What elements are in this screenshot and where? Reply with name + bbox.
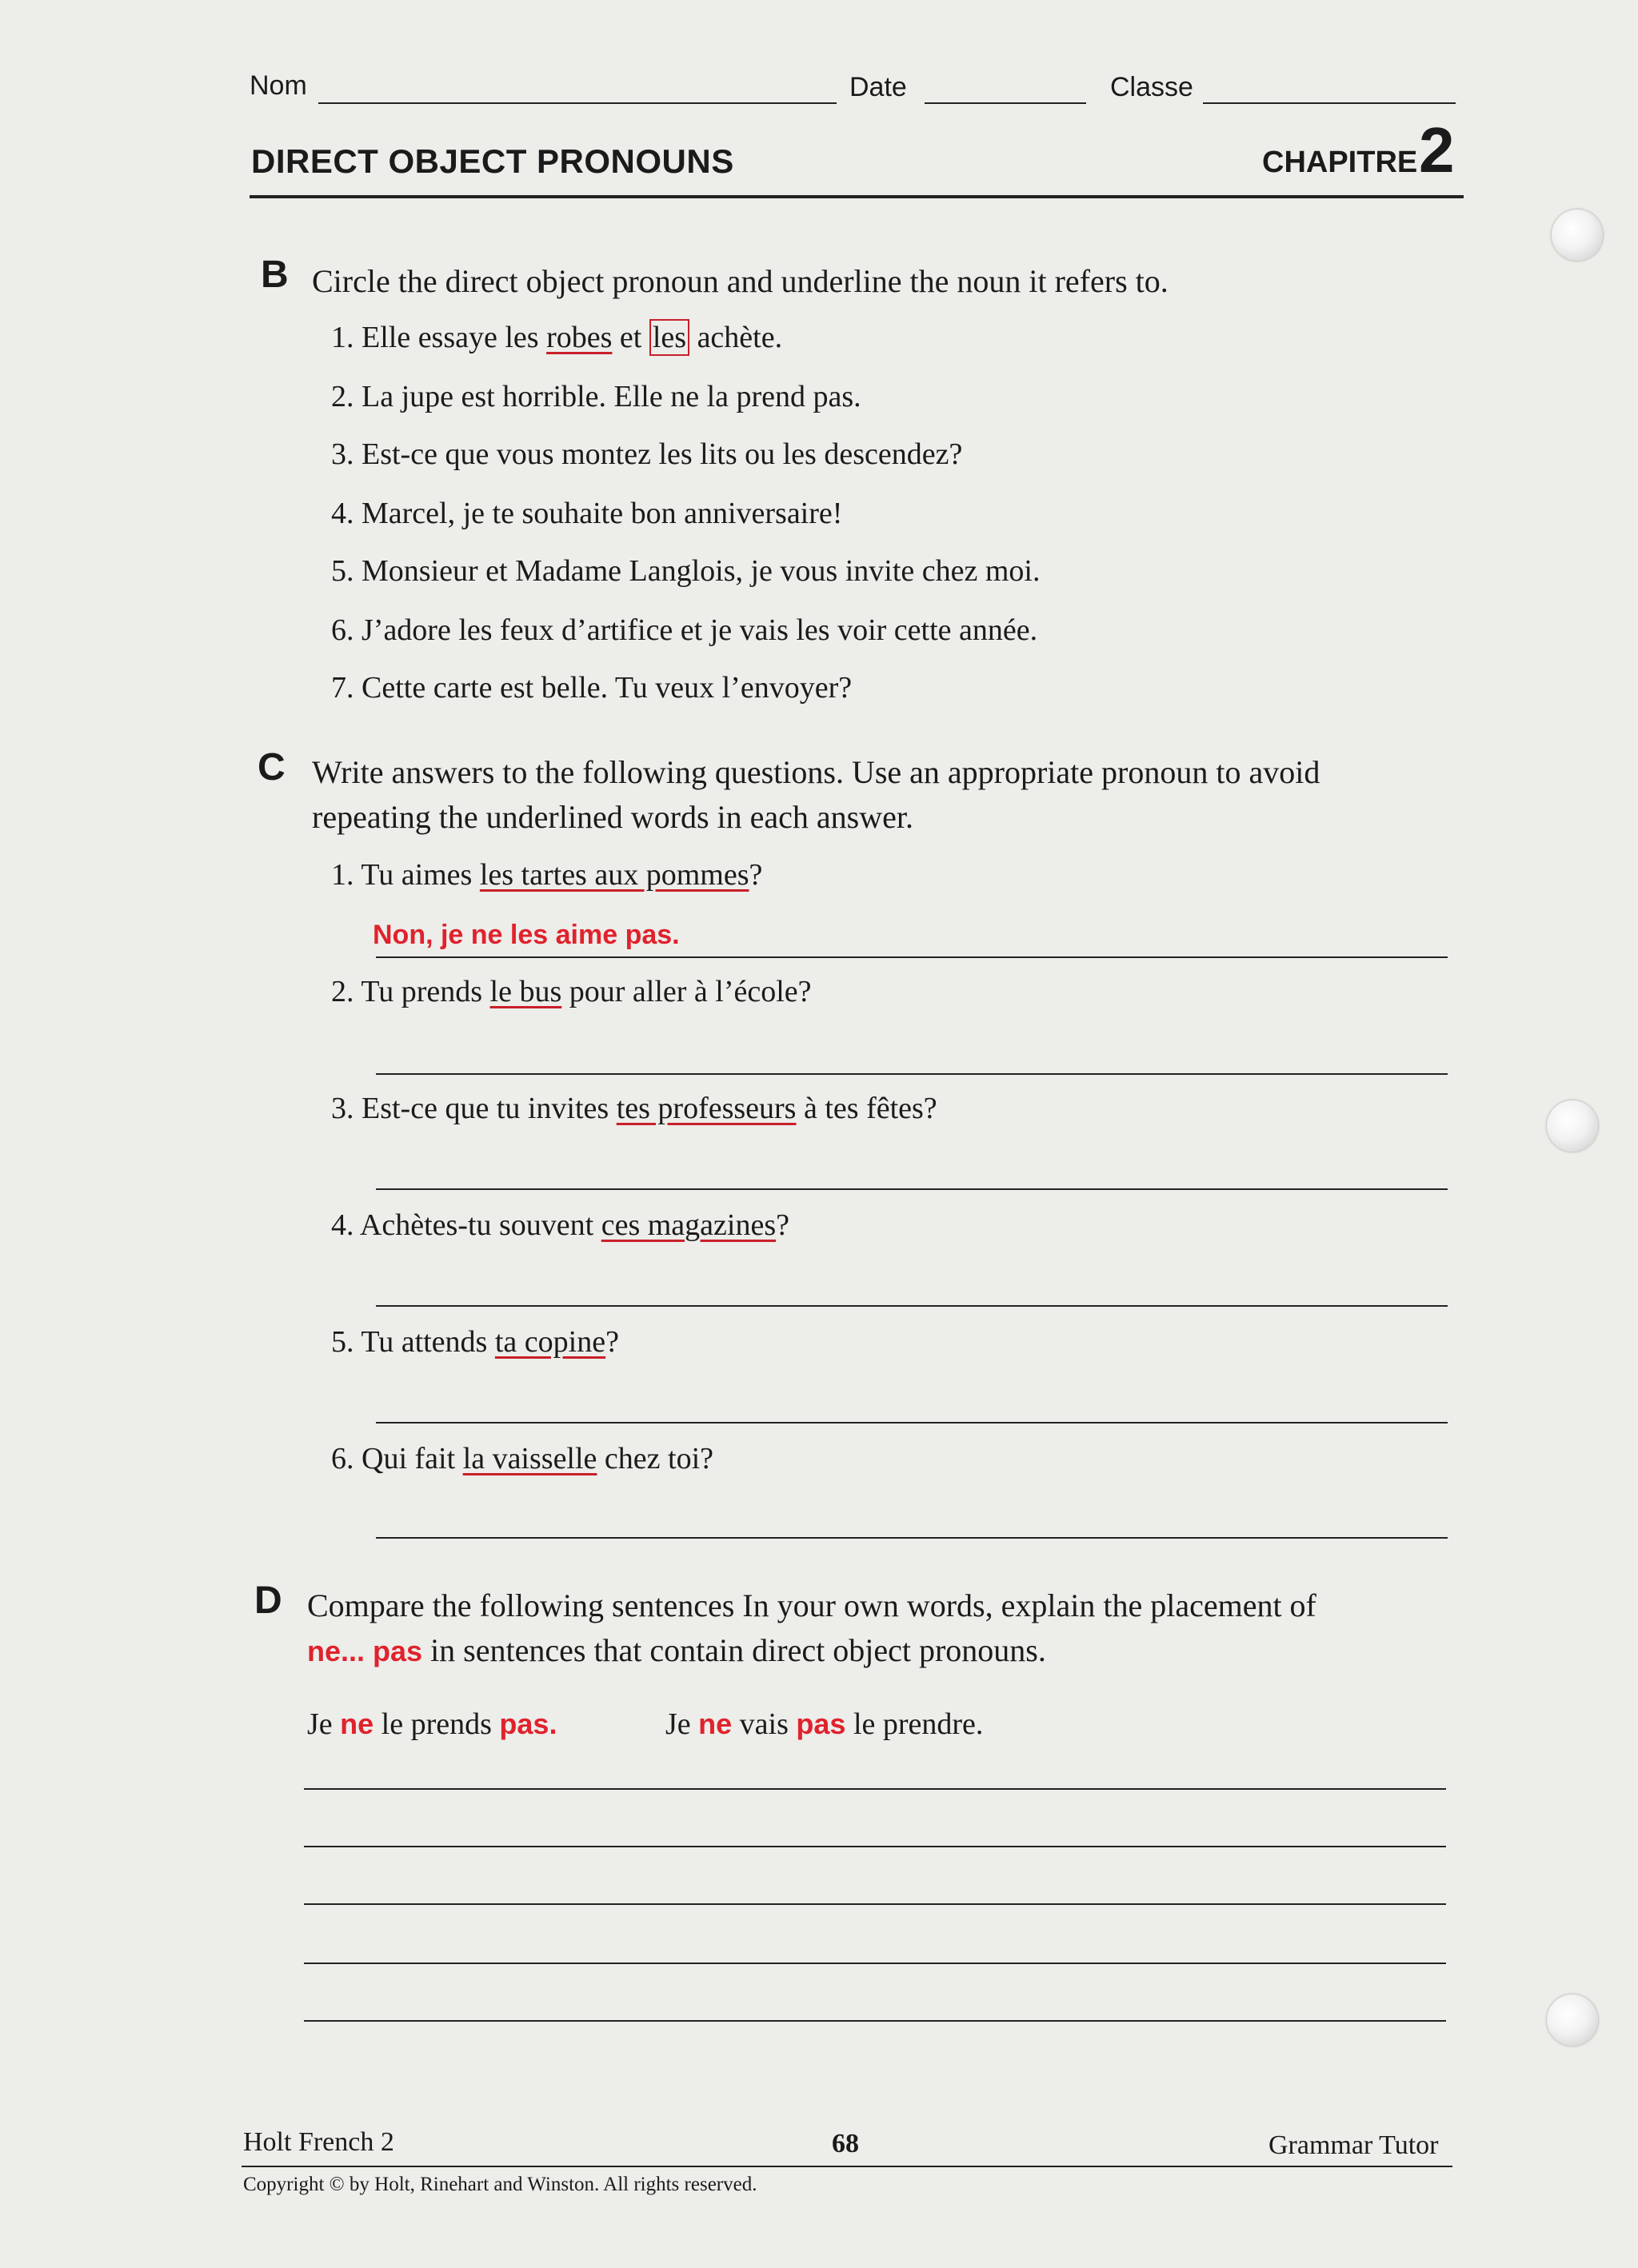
explanation-line-1[interactable]	[304, 1788, 1446, 1790]
section-d-letter: D	[254, 1579, 282, 1622]
date-field[interactable]	[925, 102, 1086, 104]
pas-word: pas	[796, 1707, 846, 1740]
section-c-instruction-2: repeating the underlined words in each answer.	[312, 799, 913, 835]
item-number: 4.	[331, 497, 354, 530]
b-item-6	[331, 613, 1037, 648]
item-number: 6.	[331, 1442, 354, 1475]
example-text: le prends	[374, 1707, 500, 1741]
binder-hole-bottom	[1547, 1994, 1598, 2046]
ne-word: ne	[698, 1707, 733, 1740]
underlined-words: ta copine	[494, 1325, 606, 1359]
nom-label: Nom	[250, 70, 307, 101]
item-number: 1.	[331, 321, 354, 354]
item-number: 3.	[331, 437, 354, 471]
c-item-text: Tu attends	[361, 1325, 495, 1359]
underlined-words: les tartes aux pommes	[479, 858, 749, 892]
b-item-text: Monsieur et Madame Langlois, je vous invite chez moi.	[362, 554, 1041, 588]
c-item-3	[331, 1091, 937, 1126]
c-item-1	[331, 857, 762, 892]
b-item-text: La jupe est horrible. Elle ne la prend pas.	[362, 380, 861, 413]
b-item-5	[331, 553, 1040, 589]
example-sentence-1	[307, 1707, 557, 1742]
copyright: Copyright © by Holt, Rinehart and Winston. All rights reserved.	[243, 2174, 757, 2195]
b-item-3	[331, 437, 962, 472]
b-item-2	[331, 379, 861, 414]
underlined-noun: robes	[546, 321, 613, 354]
example-text: Je	[665, 1707, 699, 1741]
b-item-7	[331, 670, 852, 705]
chapter-label: CHAPITRE	[1262, 146, 1418, 179]
answer-line-1[interactable]	[376, 956, 1448, 958]
b-item-1-text: et	[612, 321, 649, 354]
underlined-words: tes professeurs	[616, 1092, 797, 1125]
c-item-text: à tes fêtes?	[796, 1092, 937, 1125]
item-number: 5.	[331, 554, 354, 588]
c-item-text: Achètes-tu souvent	[359, 1208, 601, 1242]
c-item-text: chez toi?	[597, 1442, 714, 1475]
binder-hole-middle	[1547, 1100, 1598, 1152]
title-rule	[250, 195, 1464, 198]
nom-field[interactable]	[318, 102, 837, 104]
b-item-1-text: Elle essaye les	[362, 321, 547, 354]
c-item-text: ?	[749, 858, 763, 892]
page-title: DIRECT OBJECT PRONOUNS	[251, 142, 734, 180]
item-number: 7.	[331, 671, 354, 705]
answer-line-5[interactable]	[376, 1422, 1448, 1423]
answer-line-3[interactable]	[376, 1188, 1448, 1190]
c-item-text: ?	[605, 1325, 619, 1359]
classe-label: Classe	[1110, 72, 1193, 102]
section-c-instruction-1: Write answers to the following questions. Use an appropriate pronoun to avoid	[312, 754, 1320, 790]
section-b-letter: B	[261, 254, 289, 296]
circled-pronoun: les	[649, 319, 689, 356]
underlined-words: ces magazines	[601, 1208, 777, 1242]
ne-pas-highlight: ne... pas	[307, 1635, 423, 1667]
section-d-instruction-2	[307, 1631, 1046, 1669]
b-item-1	[331, 320, 782, 355]
item-number: 4.	[331, 1208, 354, 1242]
c-item-4	[331, 1208, 789, 1243]
b-item-text: Est-ce que vous montez les lits ou les descendez?	[362, 437, 963, 471]
c-item-6	[331, 1441, 713, 1476]
item-number: 3.	[331, 1092, 354, 1125]
date-label: Date	[849, 72, 907, 102]
example-text: vais	[732, 1707, 797, 1741]
b-item-1-text: achète.	[689, 321, 783, 354]
answer-line-4[interactable]	[376, 1305, 1448, 1307]
section-b-instruction: Circle the direct object pronoun and underline the noun it refers to.	[312, 263, 1169, 299]
underlined-words: le bus	[489, 975, 562, 1008]
section-c-letter: C	[258, 746, 286, 789]
c-item-text: ?	[776, 1208, 789, 1242]
page-number: 68	[832, 2129, 859, 2158]
b-item-4	[331, 496, 842, 531]
section-d-instruction-text: in sentences that contain direct object pronouns.	[422, 1632, 1046, 1668]
explanation-line-3[interactable]	[304, 1903, 1446, 1905]
chapter-number: 2	[1419, 114, 1455, 186]
b-item-text: Cette carte est belle. Tu veux l’envoyer?	[362, 671, 853, 705]
example-text: le prendre.	[845, 1707, 984, 1741]
explanation-line-2[interactable]	[304, 1846, 1446, 1847]
pas-word: pas.	[499, 1707, 557, 1740]
c-item-5	[331, 1324, 619, 1360]
answer-line-6[interactable]	[376, 1537, 1448, 1539]
section-d-instruction-1: Compare the following sentences In your own words, explain the placement of	[307, 1587, 1316, 1623]
underlined-words: la vaisselle	[462, 1442, 597, 1475]
item-number: 2.	[331, 975, 354, 1008]
c-item-text: Tu prends	[361, 975, 490, 1008]
item-number: 1.	[331, 858, 354, 892]
explanation-line-5[interactable]	[304, 2020, 1446, 2022]
binder-hole-top	[1552, 210, 1603, 261]
example-text: Je	[307, 1707, 341, 1741]
ne-word: ne	[340, 1707, 374, 1740]
item-number: 6.	[331, 613, 354, 647]
footer-book-title: Holt French 2	[243, 2127, 394, 2157]
classe-field[interactable]	[1203, 102, 1456, 104]
item-number: 2.	[331, 380, 354, 413]
c-item-text: Qui fait	[362, 1442, 463, 1475]
c-item-text: pour aller à l’école?	[561, 975, 812, 1008]
c-item-2	[331, 974, 812, 1009]
b-item-text: Marcel, je te souhaite bon anniversaire!	[362, 497, 843, 530]
c-item-1-answer[interactable]: Non, je ne les aime pas.	[373, 920, 680, 950]
answer-line-2[interactable]	[376, 1073, 1448, 1075]
item-number: 5.	[331, 1325, 354, 1359]
footer-rule	[242, 2166, 1452, 2167]
b-item-text: J’adore les feux d’artifice et je vais les voir cette année.	[362, 613, 1038, 647]
c-item-text: Tu aimes	[361, 858, 480, 892]
example-sentence-2	[665, 1707, 983, 1742]
footer-series: Grammar Tutor	[1268, 2130, 1439, 2160]
explanation-line-4[interactable]	[304, 1963, 1446, 1964]
c-item-text: Est-ce que tu invites	[362, 1092, 617, 1125]
